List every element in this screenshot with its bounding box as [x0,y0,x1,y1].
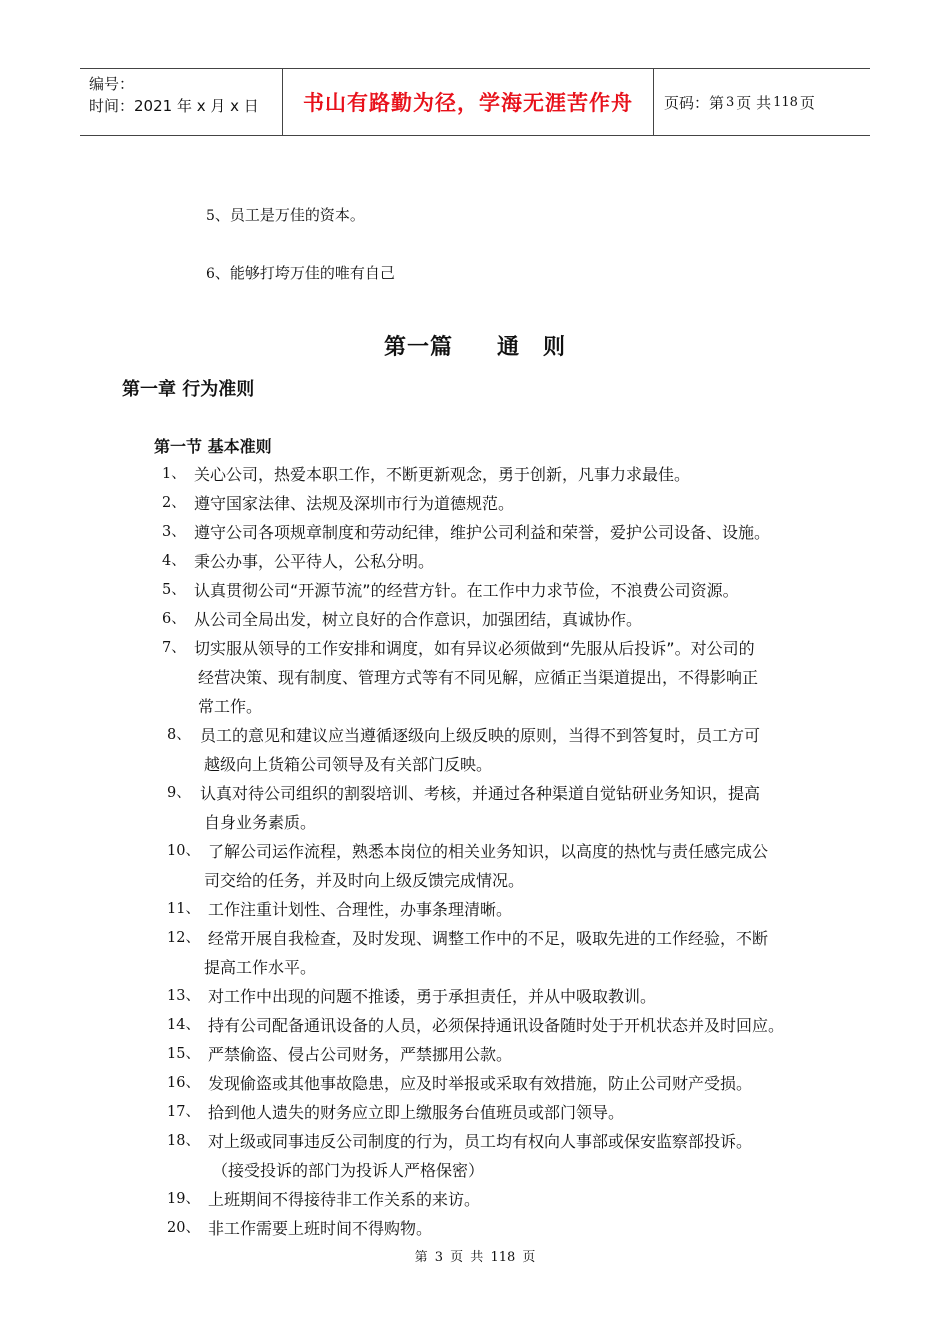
rule-text-line: 对上级或同事违反公司制度的行为，员工均有权向人事部或保安监察部投诉。 [208,1132,753,1151]
motto-text: 、能够打垮万佳的唯有自己 [214,264,395,282]
rule-item [0,1185,480,1214]
rule-item [0,1127,752,1185]
rule-item [0,982,656,1011]
rule-text-line: 认真对待公司组织的割裂培训、考核，并通过各种渠道自觉钻研业务知识，提高 [200,784,761,803]
motto-item-6 [206,262,395,283]
header-motto-cell [282,69,654,135]
rule-number: 20、 [167,1220,200,1236]
rule-text-line: 认真贯彻公司“开源节流”的经营方针。在工作中力求节俭，不浪费公司资源。 [194,581,739,600]
rule-text-line: （接受投诉的部门为投诉人严格保密） [212,1161,485,1180]
rule-item [0,460,690,489]
rule-number: 2、 [162,495,186,511]
rule-text-line: 工作注重计划性、合理性，办事条理清晰。 [208,900,513,919]
page-suffix: 页 [799,93,815,112]
rule-text-line: 非工作需要上班时间不得购物。 [208,1219,433,1238]
footer-mid: 页 共 [450,1250,484,1265]
rule-text-line: 自身业务素质。 [204,813,317,832]
header-motto: 书山有路勤为径，学海无涯苦作舟 [303,91,633,115]
rule-number: 6、 [162,611,186,627]
footer-total: 118 [490,1250,516,1265]
rule-item [0,779,760,837]
rule-item [0,837,768,895]
header-info-cell [80,69,282,135]
page-footer [0,1246,950,1265]
rule-number: 9、 [167,785,191,801]
rule-text-line: 越级向上货箱公司领导及有关部门反映。 [204,755,493,774]
rule-text-line: 秉公办事，公平待人，公私分明。 [194,552,435,571]
rule-number: 3、 [162,524,186,540]
footer-suffix: 页 [522,1250,536,1265]
part-title-left: 第一篇 [383,335,453,360]
rule-text-line: 发现偷盗或其他事故隐患，应及时举报或采取有效措施，防止公司财产受损。 [208,1074,753,1093]
rule-number: 4、 [162,553,186,569]
rule-text-line: 员工的意见和建议应当遵循逐级向上级反映的原则，当得不到答复时，员工方可 [200,726,761,745]
rule-text-line: 遵守国家法律、法规及深圳市行为道德规范。 [194,494,515,513]
motto-text: 、员工是万佳的资本。 [214,206,365,224]
rule-item [0,1069,752,1098]
motto-item-5 [206,204,365,225]
rule-text-line: 拾到他人遗失的财务应立即上缴服务台值班员或部门领导。 [208,1103,625,1122]
rule-number: 19、 [167,1191,200,1207]
rule-item [0,605,642,634]
rule-item [0,1214,432,1243]
rule-number: 11、 [167,901,200,917]
rule-text-line: 经营决策、现有制度、管理方式等有不同见解，应循正当渠道提出，不得影响正 [198,668,759,687]
rule-text-line: 切实服从领导的工作安排和调度，如有异议必须做到“先服从后投诉”。对公司的 [194,639,755,658]
motto-number: 5 [206,208,215,224]
rule-text-line: 常工作。 [198,697,263,716]
rule-text-line: 遵守公司各项规章制度和劳动纪律，维护公司利益和荣誉，爱护公司设备、设施。 [194,523,771,542]
page-prefix: 页码：第 [664,93,725,112]
rule-text-line: 经常开展自我检查，及时发现、调整工作中的不足，吸取先进的工作经验，不断 [208,929,769,948]
document-number-label: 编号： [89,75,135,93]
document-date-label: 时间：2021 年 x 月 x 日 [89,97,259,115]
rule-number: 16、 [167,1075,200,1091]
rule-text-line: 持有公司配备通讯设备的人员，必须保持通讯设备随时处于开机状态并及时回应。 [208,1016,785,1035]
rule-item [0,489,514,518]
rule-item [0,1040,512,1069]
page-mid: 页 共 [736,93,772,112]
rule-text-line: 从公司全局出发，树立良好的合作意识，加强团结，真诚协作。 [194,610,643,629]
rule-item [0,576,739,605]
rule-item [0,1098,624,1127]
rule-number: 15、 [167,1046,200,1062]
rule-number: 17、 [167,1104,200,1120]
rule-number: 14、 [167,1017,200,1033]
rule-item [0,1011,784,1040]
footer-current: 3 [434,1250,444,1265]
rule-text-line: 司交给的任务，并及时向上级反馈完成情况。 [204,871,525,890]
rule-number: 7、 [162,640,186,656]
rule-item [0,634,758,721]
part-title [0,330,950,361]
motto-number: 6 [206,266,215,282]
rule-item [0,518,770,547]
section-title: 第一节 基本准则 [154,437,272,456]
rule-number: 12、 [167,930,200,946]
rule-text-line: 了解公司运作流程，熟悉本岗位的相关业务知识，以高度的热忱与责任感完成公 [208,842,769,861]
rule-text-line: 严禁偷盗、侵占公司财务，严禁挪用公款。 [208,1045,513,1064]
rule-item [0,547,434,576]
rule-number: 5、 [162,582,186,598]
rule-number: 18、 [167,1133,200,1149]
rule-text-line: 对工作中出现的问题不推诿，勇于承担责任，并从中吸取教训。 [208,987,657,1006]
rule-number: 8、 [167,727,191,743]
rule-text-line: 提高工作水平。 [204,958,317,977]
rule-item [0,924,768,982]
page-current: 3 [726,94,735,110]
part-title-right: 通 则 [497,335,567,360]
rule-number: 13、 [167,988,200,1004]
header-page-cell [654,69,870,135]
rule-item [0,721,760,779]
rule-number: 10、 [167,843,200,859]
chapter-title: 第一章 行为准则 [122,379,255,400]
rule-number: 1、 [162,466,186,482]
footer-prefix: 第 [414,1250,428,1265]
rule-item [0,895,512,924]
rule-text-line: 关心公司，热爱本职工作，不断更新观念，勇于创新，凡事力求最佳。 [194,465,691,484]
rule-text-line: 上班期间不得接待非工作关系的来访。 [208,1190,481,1209]
page-total: 118 [773,94,798,110]
page-header [80,68,870,136]
